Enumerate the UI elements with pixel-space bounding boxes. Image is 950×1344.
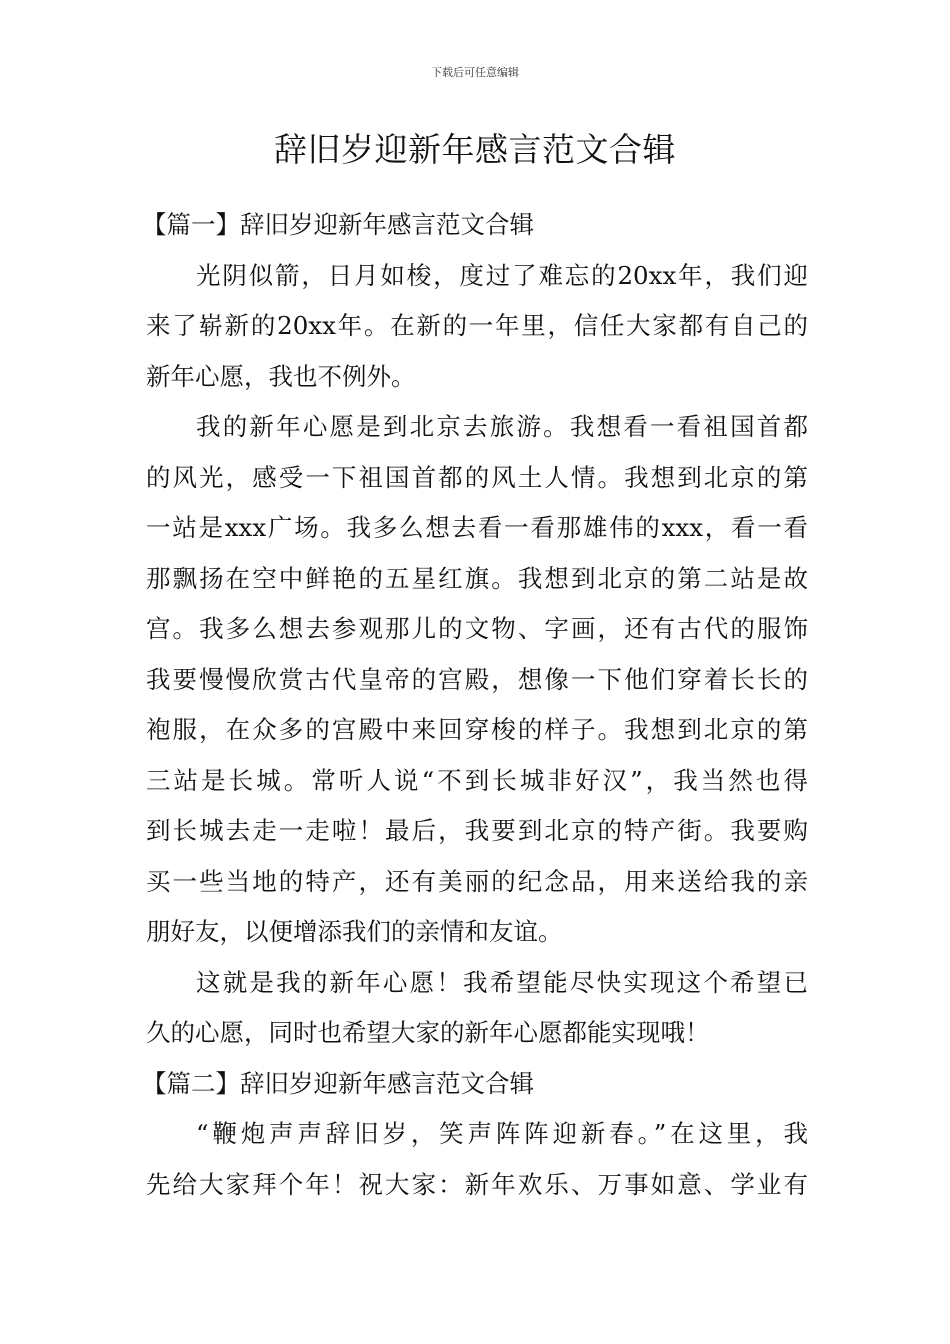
paragraph-line: 我的新年心愿是到北京去旅游。我想看一看祖国首都 bbox=[196, 412, 808, 441]
paragraph-line: 我要慢慢欣赏古代皇帝的宫殿，想像一下他们穿着长长的 bbox=[146, 664, 808, 694]
paragraph-line: 新年心愿，我也不例外。 bbox=[146, 361, 416, 391]
document-body bbox=[142, 200, 808, 1210]
paragraph-line: 到长城去走一走啦！最后，我要到北京的特产街。我要购 bbox=[146, 816, 808, 845]
paragraph-line: 三站是长城。常听人说“不到长城非好汉”，我当然也得 bbox=[146, 765, 808, 795]
header-note: 下载后可任意编辑 bbox=[431, 66, 519, 79]
paragraph-line: 宫。我多么想去参观那儿的文物、字画，还有古代的服饰 bbox=[146, 614, 808, 643]
paragraph-line: 来了崭新的20xx年。在新的一年里，信任大家都有自己的 bbox=[146, 311, 808, 340]
section-heading: 【篇二】辞旧岁迎新年感言范文合辑 bbox=[142, 1068, 534, 1098]
paragraph-line: 朋好友，以便增添我们的亲情和友谊。 bbox=[146, 917, 563, 946]
paragraph-line: 光阴似箭，日月如梭，度过了难忘的20xx年，我们迎 bbox=[196, 260, 808, 290]
paragraph-line: 的风光，感受一下祖国首都的风土人情。我想到北京的第 bbox=[146, 462, 808, 492]
paragraph-line: “鞭炮声声辞旧岁，笑声阵阵迎新春。”在这里，我 bbox=[196, 1119, 808, 1148]
paragraph-line: 买一些当地的特产，还有美丽的纪念品，用来送给我的亲 bbox=[146, 866, 808, 896]
paragraph-line: 那飘扬在空中鲜艳的五星红旗。我想到北京的第二站是故 bbox=[146, 563, 808, 593]
paragraph-line: 这就是我的新年心愿！我希望能尽快实现这个希望已 bbox=[196, 967, 808, 997]
section-heading: 【篇一】辞旧岁迎新年感言范文合辑 bbox=[142, 210, 534, 239]
paragraph-line: 先给大家拜个年！祝大家：新年欢乐、万事如意、学业有 bbox=[146, 1169, 808, 1199]
paragraph-line: 袍服，在众多的宫殿中来回穿梭的样子。我想到北京的第 bbox=[146, 715, 808, 744]
paragraph-line: 久的心愿，同时也希望大家的新年心愿都能实现哦！ bbox=[146, 1018, 710, 1047]
paragraph-line: 一站是xxx广场。我多么想去看一看那雄伟的xxx，看一看 bbox=[146, 513, 808, 542]
document-title: 辞旧岁迎新年感言范文合辑 bbox=[274, 130, 676, 169]
